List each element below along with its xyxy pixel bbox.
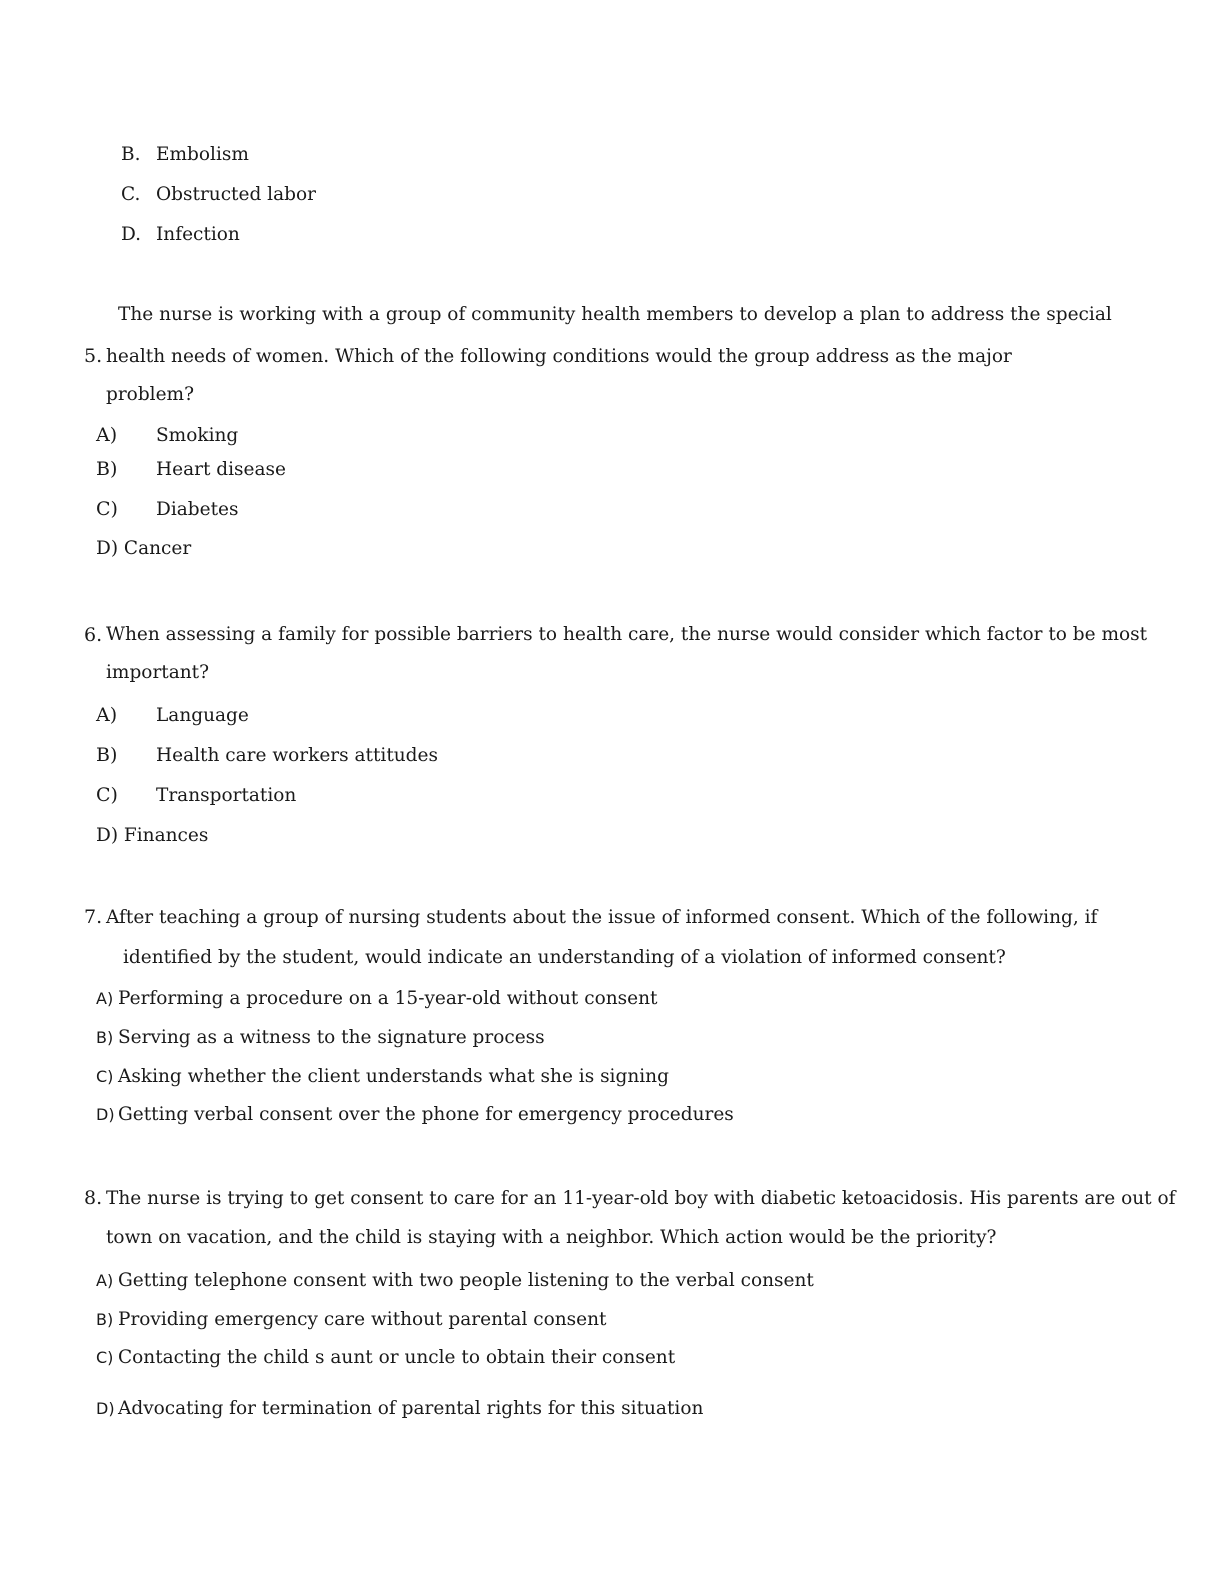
question-number: 6. [84, 624, 103, 646]
option-text: Getting verbal consent over the phone for emergency procedures [118, 1104, 734, 1125]
option-letter: D) [96, 1105, 115, 1124]
option-letter: D) [96, 1399, 115, 1418]
option-text: Obstructed labor [156, 184, 316, 205]
option-text: Diabetes [156, 499, 239, 520]
question-stem-line: problem? [106, 384, 194, 405]
option-text: Serving as a witness to the signature process [118, 1027, 545, 1048]
option-text: Language [156, 705, 249, 726]
question-stem-line: identified by the student, would indicate an understanding of a violation of informed consent? [123, 947, 1006, 968]
option-text: Embolism [156, 144, 249, 165]
option-text: Health care workers attitudes [156, 745, 438, 766]
question-number: 5. [84, 345, 103, 367]
question-stem-line: The nurse is working with a group of community health members to develop a plan to address the special [118, 304, 1112, 325]
option-letter: B) [96, 1310, 114, 1329]
option-letter: C) [96, 498, 118, 520]
question-stem-line: When assessing a family for possible barriers to health care, the nurse would consider which factor to be most [106, 624, 1148, 645]
option-text: D) Finances [96, 825, 209, 846]
question-stem-line: town on vacation, and the child is staying with a neighbor. Which action would be the priority? [106, 1227, 997, 1248]
option-letter: C) [96, 1067, 114, 1086]
question-stem-line: The nurse is trying to get consent to care for an 11-year-old boy with diabetic ketoacidosis. His parents are out of [106, 1188, 1176, 1209]
option-letter: A) [96, 424, 118, 446]
option-letter: D. [121, 224, 142, 245]
option-text: Contacting the child s aunt or uncle to obtain their consent [118, 1347, 676, 1368]
option-letter: B) [96, 744, 118, 766]
option-letter: A) [96, 704, 118, 726]
question-stem-line: health needs of women. Which of the following conditions would the group address as the major [106, 346, 1012, 367]
option-text: Providing emergency care without parental consent [118, 1309, 607, 1330]
option-letter: A) [96, 989, 114, 1008]
question-stem-line: important? [106, 662, 210, 683]
option-text: Smoking [156, 425, 239, 446]
option-letter: C) [96, 1348, 114, 1367]
option-letter: C) [96, 784, 118, 806]
option-text: Advocating for termination of parental rights for this situation [118, 1398, 704, 1419]
option-text: Heart disease [156, 459, 286, 480]
question-number: 7. [84, 906, 103, 928]
option-letter: B) [96, 1028, 114, 1047]
option-text: Transportation [156, 785, 297, 806]
question-number: 8. [84, 1187, 103, 1209]
option-text: Performing a procedure on a 15-year-old without consent [118, 988, 658, 1009]
option-text: D) Cancer [96, 538, 192, 559]
option-letter: C. [121, 184, 141, 205]
option-letter: B. [121, 144, 141, 165]
option-text: Infection [156, 224, 240, 245]
option-letter: B) [96, 458, 118, 480]
option-text: Asking whether the client understands what she is signing [118, 1066, 669, 1087]
option-letter: A) [96, 1271, 114, 1290]
question-stem-line: After teaching a group of nursing students about the issue of informed consent. Which of the following, if [106, 907, 1098, 928]
option-text: Getting telephone consent with two people listening to the verbal consent [118, 1270, 814, 1291]
